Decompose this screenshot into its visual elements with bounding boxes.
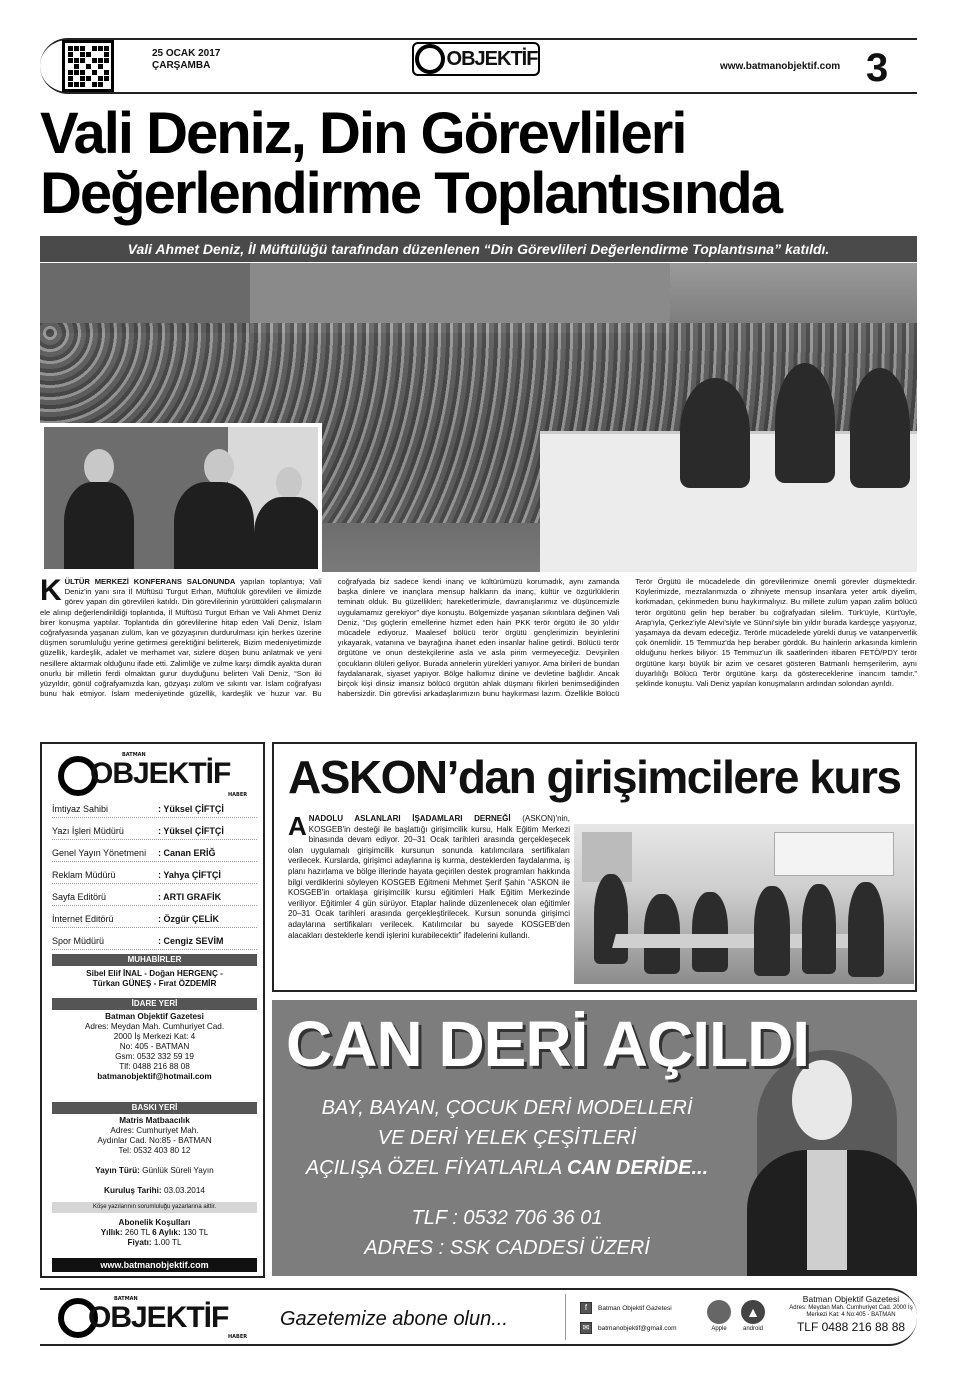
imprint-row	[52, 914, 257, 928]
aylik-label: 6 Aylık:	[152, 1228, 181, 1237]
photo-person	[848, 882, 884, 977]
imprint-name: : Yüksel ÇİFTÇİ	[158, 804, 224, 814]
inset-photo	[40, 423, 322, 572]
imprint-row	[52, 848, 257, 862]
imprint-logo-text: OBJEKTİF	[90, 757, 231, 790]
imprint-role: Spor Müdürü	[52, 936, 105, 946]
inset-head	[276, 467, 302, 499]
imprint-row	[52, 826, 257, 840]
askon-dropcap: A	[288, 811, 307, 841]
askon-text: (ASKON)'nin, KOSGEB'in desteği ile başlattığı girişimcilik kursu, Halk Eğitim Merkezi binasında devam ediyor. 20–31 Ocak tarihleri arasında gerçekleşecek olan uygulamalı girişimcilik kursunun sonunda katılımcılara sertifikaları verilecek. Kurslarda, girişimci adaylarına iş kurma, desteklerden faydalanma, iş planı hazırlama ve bölge illerinde hayata geçirilen destek programları hakkında bilgi verdiklerini söyleyen KOSGEB Eğitmeni Mehmet Şerif Şahin “ASKON ile KOSGEB'in ortaklaşa girişimcilik kursu eğitimleri Halk Eğitim Merkezinde veriliyor. Eğitimler 4 gün sürüyor. Etaplar halinde düzenlenecek olan eğitimler 20–31 Ocak tarihleri arasında gerçekleştirilecek. Kursun sonunda girişimci adaylarına sertifikaları verilecek. Katılımcılar bu sayede KOSGEB'den alacakları desteklerle kendi işlerini kurabilecektir” ifadelerini kullandı.	[288, 814, 570, 940]
abonelik	[52, 1218, 257, 1248]
photo-speaker	[775, 363, 835, 483]
article-lead: ÜLTÜR MERKEZİ KONFERANS SALONUNDA	[64, 577, 236, 586]
qr-code-icon	[62, 40, 114, 92]
subheadline: Vali Ahmet Deniz, İl Müftülüğü tarafından düzenlenen “Din Görevlileri Değerlendirme Toplantısına” katıldı.	[127, 241, 830, 257]
facebook-label: Batman Objektif Gazetesi	[598, 1304, 672, 1312]
footer-contact-phone: TLF 0488 216 88 88	[796, 1320, 906, 1334]
muhabirler-line-1: Sibel Elif İNAL - Doğan HERGENÇ -	[86, 969, 223, 978]
yillik-value: 260 TL	[124, 1228, 150, 1237]
photo-person	[692, 892, 728, 972]
android-label: android	[742, 1326, 763, 1332]
imprint-role: Reklam Müdürü	[52, 870, 116, 880]
imprint-logo-top-text: BATMAN	[122, 752, 146, 758]
page-header	[40, 38, 917, 96]
photo-speaker	[680, 378, 750, 488]
yayin-turu-label: Yayın Türü:	[95, 1166, 140, 1175]
yillik-label: Yıllık:	[100, 1228, 123, 1237]
idare-name: Batman Objektif Gazetesi	[105, 1012, 204, 1021]
mail-icon: ✉	[580, 1322, 592, 1334]
photo-person	[594, 874, 628, 964]
conference-photo	[40, 263, 917, 572]
facebook-icon: f	[580, 1302, 592, 1314]
idare-label: İDARE YERİ	[52, 998, 257, 1010]
idare-gsm: Gsm: 0532 332 59 19	[115, 1052, 194, 1061]
inset-head	[204, 449, 234, 485]
ad-line-3-brand: CAN DERİDE...	[567, 1157, 709, 1179]
fiyat-value: 1.00 TL	[153, 1238, 182, 1247]
android-icon: ▲	[741, 1300, 765, 1324]
imprint-logo-bottom-text: HABER	[228, 792, 248, 798]
baski-name: Matris Matbaacılık	[119, 1116, 190, 1125]
askon-headline: ASKON’dan girişimcilere kurs	[288, 751, 901, 803]
kurulus-label: Kuruluş Tarihi:	[104, 1186, 162, 1195]
issue-date-text: 25 OCAK 2017	[152, 48, 221, 59]
inset-head	[84, 449, 114, 485]
inset-person	[254, 497, 322, 572]
facebook-link[interactable]	[580, 1302, 672, 1314]
footer-contact	[786, 1294, 916, 1335]
inset-person	[174, 482, 254, 572]
askon-lead: NADOLU ASLANLARI İŞADAMLARI DERNEĞİ	[308, 814, 511, 823]
baski-tel: Tel: 0532 403 80 12	[118, 1146, 191, 1155]
model-shirt	[807, 1150, 847, 1270]
footer-logo-bottom-text: HABER	[228, 1334, 248, 1340]
subscribe-slogan: Gazetemize abone olun...	[280, 1308, 508, 1330]
website-url[interactable]: www.batmanobjektif.com	[720, 61, 841, 72]
yayin-turu	[52, 1166, 257, 1176]
idare-address-2: 2000 İş Merkezi Kat: 4	[113, 1032, 196, 1041]
main-article-body	[40, 574, 917, 727]
idare-address-1: Adres: Meydan Mah. Cumhuriyet Cad.	[84, 1022, 225, 1031]
baski-label: BASKI YERİ	[52, 1102, 257, 1114]
yayin-turu-value: Günlük Süreli Yayın	[142, 1166, 214, 1175]
logo-ring-icon	[415, 44, 445, 74]
article-text: yapılan toplantıya; Vali Deniz'in yanı sıra İl Müftüsü Turgut Erhan, Müftülük görevlileri ve ilimizde görev yapan din görevlileri katıldı. Din görevlilerinin yürüttükleri çalışmaların ele alınıp değerlendirildiği toplantıda, İl Müftüsü Turgut Erhan ve Vali Ahmet Deniz birer konuşma yaptılar. Toplantıda din görevlilerine hitap eden Vali Deniz, İslam coğrafyasında yaşanan zulüm, kan ve gözyaşının durdurulması için herkes üzerine düşmen sorumluluğu yerine getirmesi gerektiğini belirterek, Bizim medeniyetimizde güzellik, kardeşlik, adalet ve merhamet var, sizlere düşen bunu anlatmak ve yeni nesillere aktarmak olduğunu ifade etti. Zalimliğe ve zulme karşı dimdik ayakta duran onurlu bir milletin ferdi olmaktan gurur duyduğunu belirten Vali Deniz, “Son iki yüzyıldır, gönül coğrafyamızda kan, gözyaşı zulüm ve sıkıntı var. İslam coğrafyası bunu hak etmiyor. İslam medeniyetinde güzellik, kardeşlik ve huzur var. Bu coğrafyada biz sadece kendi inanç ve kültürümüzü korumadık, aynı zamanda başka dinlere ve inançlara mensup halkların da inanç, kültür ve özgürlüklerin teminatı olduk. Bu güzellikleri; hareketlerimizle, davranışlarımız ve düşüncemizle uygulamamız gerekiyor” diye konuştu. Bölgemizde yaşanan sıkıntılara değinen Vali Deniz, “Dış güçlerin emellerine hizmet eden hain PKK terör örgütü ile 30 yıldır mücadele ediyoruz. Maalesef bölücü terör örgütü gençlerimizin beyinlerini yıkayarak, vatanına ve bayrağına ihanet eden insanlar haline getirdi. Bölücü terör örgütüne ve onun destekçilerine asla ve asla pirim vermeyeceğiz. Devşirilen çocukların ölüleri geliyor. Burada annelerin yürekleri yanıyor. Ama birileri de bundan faydalanarak, siyaset yapıyor. Bölge halkımız dinine ve devletine bağlıdır. Ancak birçok kişi dinsiz imansız bölücü örgütün ahlak düşmanı fikirleri benimsediğinden habersizdir. Din görevlisi arkadaşlarımızın bunu haykırması lazım. Özellikle Bölücü Terör Örgütü ile mücadelede din görevlilerimize önemli görevler düşmektedir. Köylerimizde, mezralarımızda o zihniyete mensup insanlara yeter artık diyelim, korkmadan, çekinmeden bunu haykırmalıyız. Bu millete zulüm yapan zalim bölücü terör örgütünü gelin hep beraber bu coğrafyadan silelim. Türk'üyle, Kürt'üyle, Arap'ıyla, Çerkez'iyle Alevi'siyle ve Sünni'siyle bin yıldır burada kardeşçe yaşıyoruz, yaşamaya da devam edeceğiz. Terörle mücadelede yürekli duruş ve vatanperverlik çok önemlidir. 15 Temmuz'da hep beraber gördük. Bu hainlerin arkasında kimlerin olduğunu herkes biliyor. 15 Temmuz'un ilk saatlerinden itibaren FETÖ/PDY terör örgütüne karşı büyük bir azim ve cesaret gösteren Batmanlı hemşerilerim, aynı duyarlılığı Bölücü Terör örgütüne karşı da göstereceklerine inancım tamdır.” şeklinde konuştu. Vali Deniz yapılan konuşmaların ardından solondan ayrıldı.	[40, 577, 917, 699]
article-dropcap: K	[40, 574, 62, 607]
aylik-value: 130 TL	[182, 1228, 209, 1237]
muhabirler-line-2: Türkan GÜNEŞ - Fırat ÖZDEMİR	[92, 979, 217, 988]
abonelik-label: Abonelik Koşulları	[118, 1218, 191, 1227]
fiyat-label: Fiyatı:	[127, 1238, 152, 1247]
email-link[interactable]	[580, 1322, 677, 1334]
askon-story	[272, 742, 917, 992]
ad-headline: CAN DERİ AÇILDI	[286, 1008, 810, 1080]
subhead-bar	[40, 236, 917, 262]
android-app-badge[interactable]	[738, 1300, 768, 1332]
footer-logo-top-text: BATMAN	[114, 1296, 138, 1302]
imprint-name: : Yahya ÇİFTÇİ	[158, 870, 221, 880]
can-deri-advertisement	[272, 1000, 917, 1276]
masthead-logo	[412, 42, 540, 76]
ad-line-1: BAY, BAYAN, ÇOCUK DERİ MODELLERİ	[321, 1097, 693, 1119]
ad-line-3	[272, 1154, 742, 1182]
masthead-logo-text: OBJEKTİF	[446, 47, 538, 70]
footer-contact-address-1: Adres: Meydan Mah. Cumhuriyet Cad. 2000 İş	[789, 1305, 913, 1311]
baski-details	[52, 1116, 257, 1156]
photo-speaker	[850, 368, 910, 488]
muhabirler-list	[52, 969, 257, 989]
askon-body	[288, 811, 570, 941]
footer-divider	[565, 1294, 566, 1340]
issue-day-text: ÇARŞAMBA	[152, 60, 211, 71]
footer-logo-text: OBJEKTİF	[88, 1301, 229, 1334]
imprint-box	[40, 742, 265, 1278]
ad-phone: TLF : 0532 706 36 01	[411, 1207, 603, 1229]
baski-address-2: Aydınlar Cad. No:85 - BATMAN	[97, 1136, 212, 1145]
imprint-name: : Yüksel ÇİFTÇİ	[158, 826, 224, 836]
idare-address-3: No: 405 - BATMAN	[119, 1042, 190, 1051]
imprint-row	[52, 870, 257, 884]
ad-address: ADRES : SSK CADDESİ ÜZERİ	[364, 1237, 650, 1259]
headline-line-1: Vali Deniz, Din Görevlileri	[40, 101, 686, 166]
imprint-name: : Özgür ÇELİK	[158, 914, 219, 924]
imprint-name: : Cengiz SEVİM	[158, 936, 224, 946]
imprint-row	[52, 804, 257, 818]
askon-classroom-photo	[574, 824, 914, 984]
imprint-website-url[interactable]: www.batmanobjektif.com	[52, 1258, 257, 1272]
muhabirler-label: MUHABİRLER	[52, 954, 257, 966]
imprint-row	[52, 892, 257, 906]
apple-label: Apple	[711, 1326, 727, 1332]
kurulus-value: 03.03.2014	[163, 1186, 205, 1195]
imprint-role: Yazı İşleri Müdürü	[52, 826, 124, 836]
apple-app-badge[interactable]	[704, 1300, 734, 1332]
responsibility-note: Köşe yazılarının sorumluluğu yazarlarına aittir.	[52, 1202, 257, 1213]
ad-line-3-prefix: AÇILIŞA ÖZEL FİYATLARLA	[305, 1157, 562, 1179]
photo-board	[774, 832, 894, 876]
footer-contact-address-2: Merkezi Kat: 4 No:405 - BATMAN	[806, 1312, 896, 1318]
photo-person	[802, 884, 836, 974]
footer-logo	[58, 1296, 248, 1340]
imprint-name: : ARTI GRAFİK	[158, 892, 222, 902]
page-number: 3	[866, 46, 889, 90]
idare-tel: Tlf: 0488 216 88 08	[119, 1062, 190, 1071]
baski-address-1: Adres: Cumhuriyet Mah.	[110, 1126, 199, 1135]
imprint-name: : Canan ERİĞ	[158, 848, 216, 858]
imprint-role: Sayfa Editörü	[52, 892, 107, 902]
imprint-role: İmtiyaz Sahibi	[52, 804, 109, 814]
apple-icon	[707, 1300, 731, 1324]
imprint-row	[52, 936, 257, 950]
imprint-logo	[52, 750, 252, 800]
idare-details	[52, 1012, 257, 1082]
inset-person	[64, 482, 134, 572]
page-footer	[40, 1288, 917, 1346]
imprint-role: Genel Yayın Yönetmeni	[52, 848, 147, 858]
photo-person	[754, 886, 790, 976]
main-headline	[40, 101, 920, 226]
ad-line-2: VE DERİ YELEK ÇEŞİTLERİ	[377, 1127, 637, 1149]
app-badges	[704, 1298, 784, 1342]
email-label: batmanobjektif@gmail.com	[598, 1324, 677, 1332]
headline-line-2: Değerlendirme Toplantısında	[40, 161, 781, 226]
imprint-role: İnternet Editörü	[52, 914, 114, 924]
issue-date	[152, 48, 220, 72]
footer-contact-name: Batman Objektif Gazetesi	[802, 1294, 900, 1304]
idare-email[interactable]: batmanobjektif@hotmail.com	[97, 1072, 212, 1081]
kurulus-tarihi	[52, 1186, 257, 1196]
